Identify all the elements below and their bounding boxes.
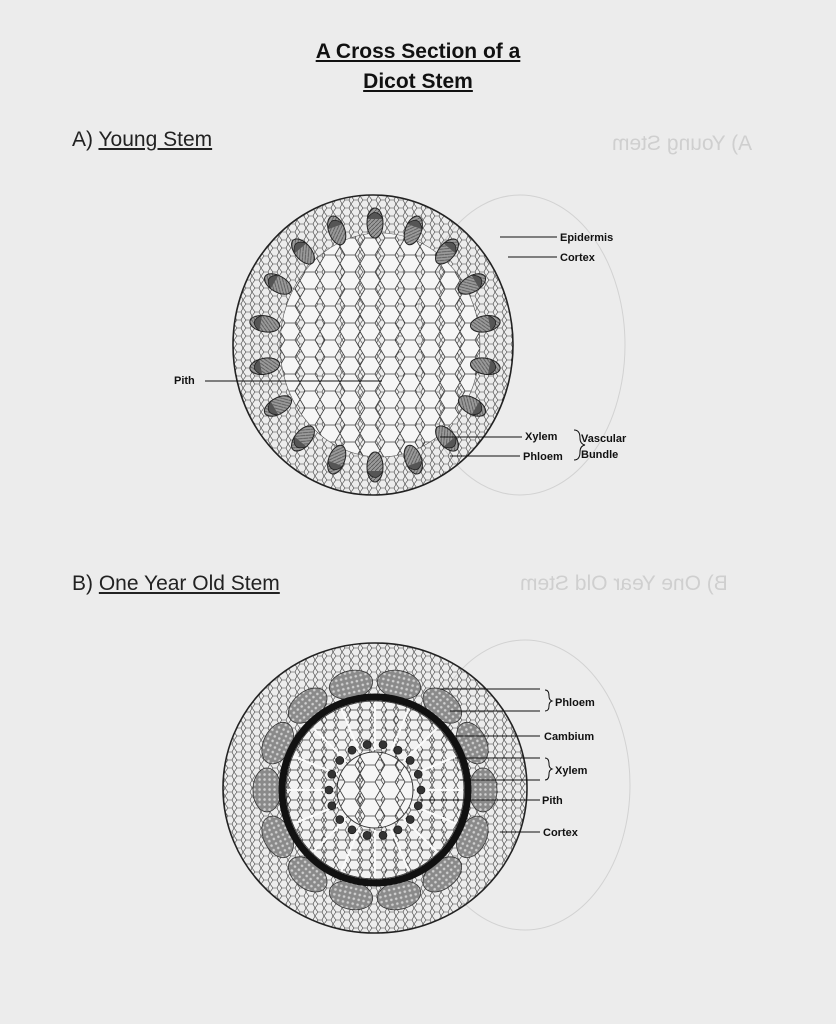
old-stem-pith bbox=[337, 752, 413, 828]
vascular-bundle bbox=[367, 208, 383, 238]
label-cortex-b: Cortex bbox=[543, 827, 578, 839]
vascular-bundle bbox=[367, 452, 383, 482]
section-b-prefix: B) bbox=[72, 572, 93, 595]
label-xylem-b: Xylem bbox=[555, 765, 588, 777]
section-a-title: Young Stem bbox=[98, 128, 213, 151]
primary-xylem-cluster bbox=[406, 756, 414, 764]
primary-xylem-cluster bbox=[394, 746, 402, 754]
primary-xylem-cluster bbox=[325, 786, 333, 794]
phloem-lobe bbox=[469, 768, 497, 812]
primary-xylem-cluster bbox=[336, 756, 344, 764]
label-phloem-b: Phloem bbox=[555, 697, 595, 709]
primary-xylem-cluster bbox=[379, 741, 387, 749]
label-pith: Pith bbox=[174, 375, 195, 387]
label-cambium: Cambium bbox=[544, 731, 595, 743]
phloem-brace bbox=[545, 690, 552, 711]
label-phloem: Phloem bbox=[523, 451, 563, 463]
primary-xylem-cluster bbox=[336, 816, 344, 824]
young-stem-pith bbox=[280, 233, 480, 457]
primary-xylem-cluster bbox=[363, 831, 371, 839]
page-title-line-1: A Cross Section of a bbox=[315, 40, 521, 63]
section-b-title: One Year Old Stem bbox=[98, 572, 280, 595]
label-xylem: Xylem bbox=[525, 431, 558, 443]
primary-xylem-cluster bbox=[414, 802, 422, 810]
phloem-lobe bbox=[253, 768, 281, 812]
label-cortex: Cortex bbox=[560, 252, 595, 264]
section-a-prefix: A) bbox=[72, 128, 93, 151]
bleed-through-text-a: A) Young Stem bbox=[612, 132, 753, 155]
primary-xylem-cluster bbox=[328, 770, 336, 778]
primary-xylem-cluster bbox=[379, 831, 387, 839]
primary-xylem-cluster bbox=[328, 802, 336, 810]
label-vascular: Vascular bbox=[581, 433, 627, 445]
primary-xylem-cluster bbox=[348, 826, 356, 834]
xylem-brace bbox=[545, 758, 552, 780]
primary-xylem-cluster bbox=[394, 826, 402, 834]
primary-xylem-cluster bbox=[406, 816, 414, 824]
old-stem-diagram bbox=[223, 640, 630, 933]
primary-xylem-cluster bbox=[348, 746, 356, 754]
label-epidermis: Epidermis bbox=[560, 232, 614, 244]
label-pith-b: Pith bbox=[542, 795, 563, 807]
primary-xylem-cluster bbox=[363, 741, 371, 749]
label-bundle: Bundle bbox=[581, 449, 619, 461]
primary-xylem-cluster bbox=[417, 786, 425, 794]
bleed-through-text-b: B) One Year Old Stem bbox=[520, 572, 728, 595]
page-title-line-2: Dicot Stem bbox=[363, 70, 473, 93]
primary-xylem-cluster bbox=[414, 770, 422, 778]
